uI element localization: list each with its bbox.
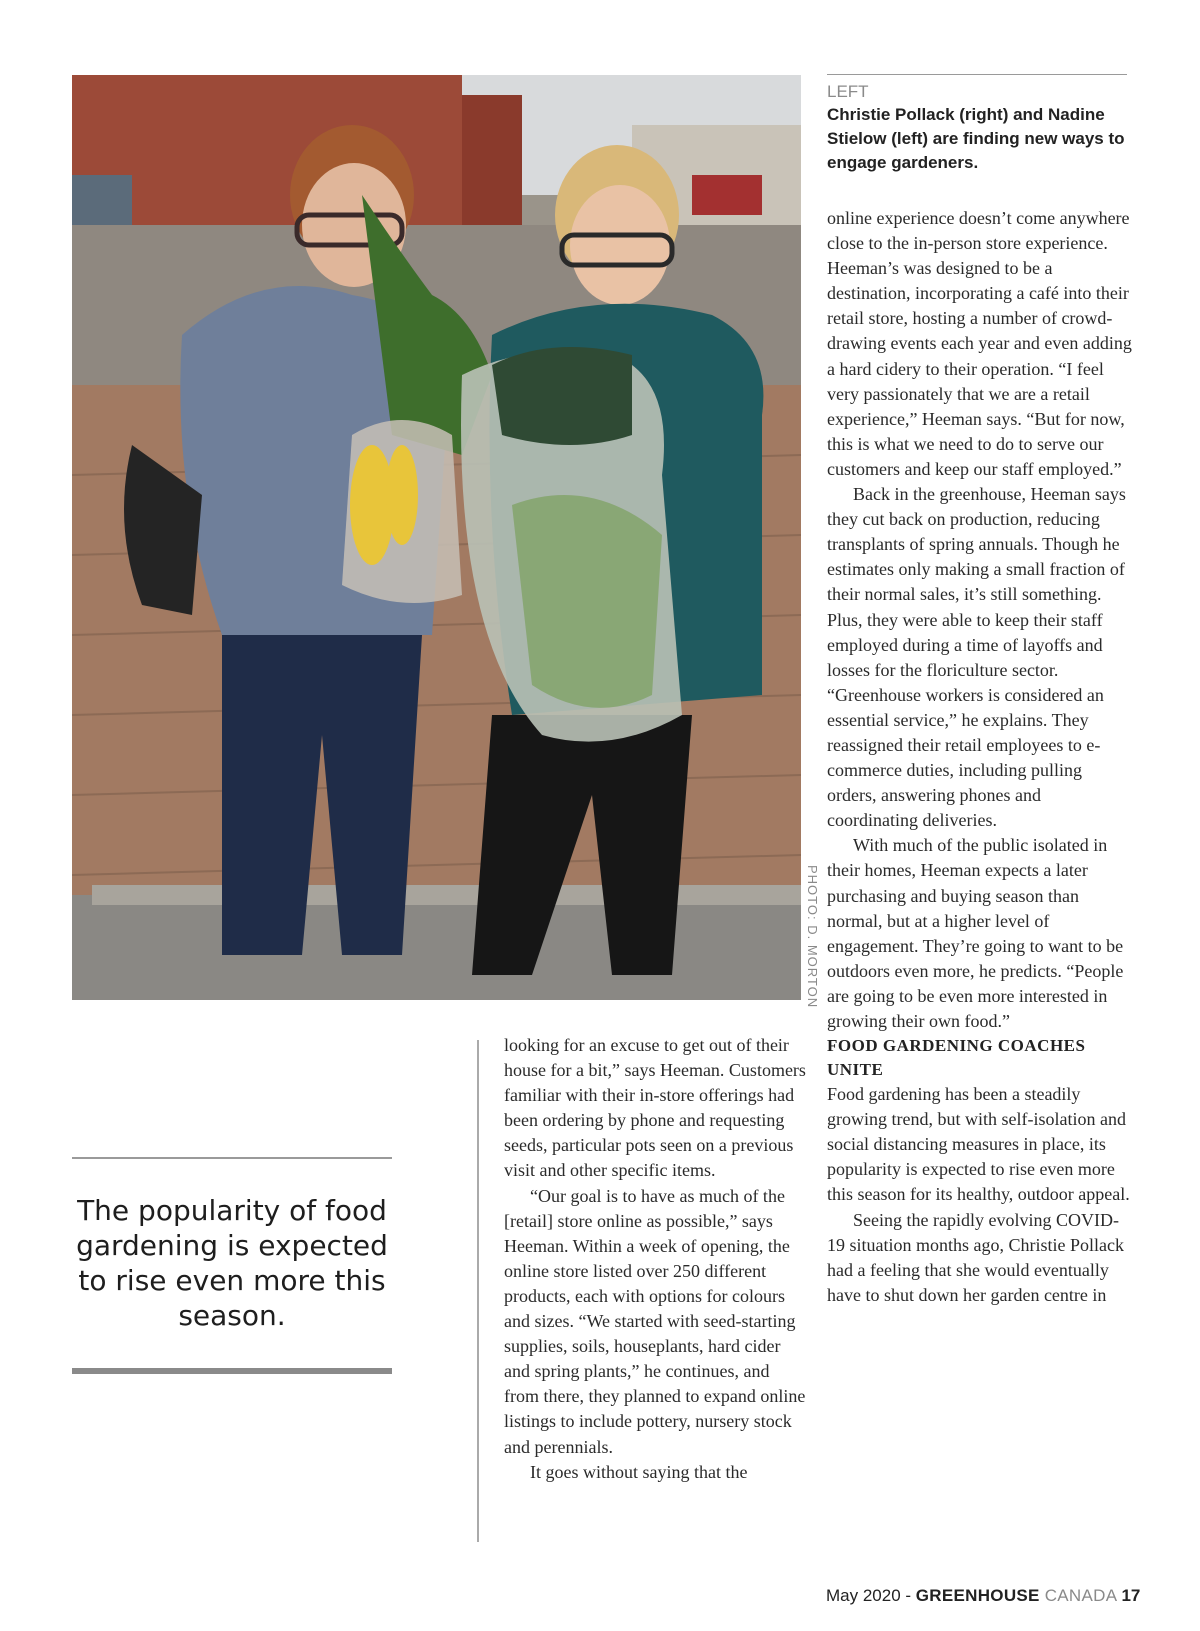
photo-caption: Christie Pollack (right) and Nadine Stielow (left) are finding new ways to engage gardeners. [827, 105, 1125, 172]
body-paragraph: “Our goal is to have as much of the [retail] store online as possible,” says Heeman. Within a week of opening, the online store listed over 250 different products, each with options for colours and sizes. “We started with seed-starting supplies, soils, houseplants, hard cider and spring plants,” he continues, and from there, they planned to expand online listings to include pottery, nursery stock and perennials. [504, 1185, 806, 1457]
body-paragraph: With much of the public isolated in their homes, Heeman expects a later purchasing and buying season than normal, but at a higher level of engagement. They’re going to want to be outdoors even more, he predicts. “People are going to be even more interested in growing their own food.” [827, 835, 1124, 1031]
right-column [827, 206, 1133, 1308]
body-paragraph: Back in the greenhouse, Heeman says they cut back on production, reducing transplants of spring annuals. Though he estimates only making a small fraction of their normal sales, it’s still something. Plus, they were able to keep their staff employed during a time of layoffs and losses for the floriculture sector. “Greenhouse workers is considered an essential service,” he explains. They reassigned their retail employees to e-commerce duties, including pulling orders, answering phones and coordinating deliveries. [827, 484, 1126, 831]
body-paragraph: online experience doesn’t come anywhere close to the in-person store experience. Heeman’s was designed to be a destination, incorporating a café into their retail store, hosting a number of crowd-drawing events each year and even adding a hard cidery to their operation. “I feel very passionately that we are a retail experience,” Heeman says. “But for now, this is what we need to do to serve our customers and keep our staff employed.” [827, 208, 1132, 479]
middle-column [504, 1033, 806, 1485]
caption-label: LEFT [827, 82, 869, 101]
body-paragraph: Food gardening has been a steadily growing trend, but with self-isolation and social distancing measures in place, its popularity is expected to rise even more this season for its healthy, outdoor appeal. [827, 1084, 1130, 1205]
page-number: 17 [1121, 1586, 1141, 1605]
pull-quote-top-rule [72, 1157, 392, 1159]
article-photo [72, 75, 801, 1000]
pull-quote-bottom-rule [72, 1368, 392, 1374]
section-heading: FOOD GARDENING COACHES UNITE [827, 1036, 1086, 1080]
pull-quote: The popularity of food gardening is expected to rise even more this season. [76, 1194, 388, 1332]
page-footer [826, 1586, 1141, 1606]
footer-brand-light: CANADA [1039, 1586, 1122, 1605]
footer-date: May 2020 - [826, 1586, 916, 1605]
photo-credit: PHOTO: D. MORTON [805, 865, 820, 1009]
photo-two-women-holding-vegetables-icon [72, 75, 801, 1000]
footer-brand-bold: GREENHOUSE [915, 1586, 1040, 1605]
caption-rule [827, 74, 1127, 75]
body-paragraph: Seeing the rapidly evolving COVID-19 situation months ago, Christie Pollack had a feeling that she would eventually have to shut down her garden centre in [827, 1209, 1124, 1305]
body-paragraph: It goes without saying that the [530, 1461, 748, 1482]
body-paragraph: looking for an excuse to get out of their house for a bit,” says Heeman. Customers familiar with their in-store offerings had been ordering by phone and requesting seeds, particular pots seen on a previous visit and other specific items. [504, 1035, 806, 1181]
column-divider [477, 1040, 479, 1542]
